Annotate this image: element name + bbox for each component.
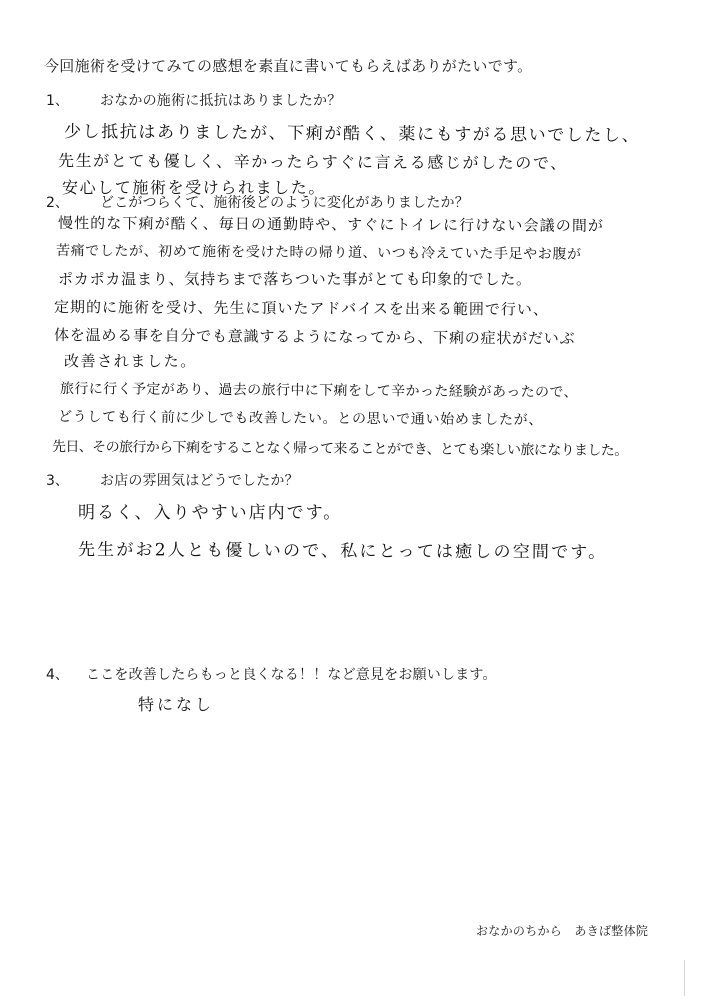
answer-line: 旅行に行く予定があり、過去の旅行中に下痢をして辛かった経験があったので、 [59,381,579,401]
question-text: どこがつらくて、施術後どのように変化がありましたか？ [100,195,469,211]
answer-line: 少し抵抗はありましたが、下痢が酷く、薬にもすがる思いでしたし、 [63,122,641,147]
question-number: 4、 [46,667,69,683]
survey-intro: 今回施術を受けてみての感想を素直に書いてもらえばありがたいです。 [44,57,533,75]
answer-line: 安心して施術を受けられました。 [62,178,327,197]
answer-line: 苦痛でしたが、初めて施術を受けた時の帰り道、いつも冷えていた手足やお腹が [55,243,582,263]
answer-line: ポカポカ温まり、気持ちまで落ちついた事がとても印象的でした。 [58,270,532,288]
answer-line: 慢性的な下痢が酷く、毎日の通勤時や、すぐにトイレに行けない会議の間が [57,214,605,235]
answer-line: 明るく、入りやすい店内です。 [78,503,343,523]
scan-artifact [684,960,685,996]
question-number: 2、 [46,195,69,211]
question-number: 3、 [46,473,69,489]
answer-line: 特になし [138,695,215,714]
question-number: 1、 [46,93,69,109]
answer-line: どうしても行く前に少しでも改善したい。との思いで通い始めましたが、 [57,409,544,429]
answer-line: 体を温める事を自分でも意識するようになってから、下痢の症状がだいぶ [53,326,576,348]
answer-line: 改善されました。 [64,352,197,370]
question-text: お店の雰囲気はどうでしたか？ [100,473,299,489]
clinic-name: おなかのちから あきば整体院 [476,924,649,938]
answer-line: 先日、その旅行から下痢をすることなく帰って来ることができ、とても楽しい旅になりました。 [51,439,628,460]
answer-line: 定期的に施術を受け、先生に頂いたアドバイスを出来る範囲で行い、 [53,298,550,319]
answer-line: 先生がとても優しく、辛かったらすぐに言える感じがしたので、 [57,151,568,173]
question-text: ここを改善したらもっと良くなる！！など意見をお願いします。 [86,667,497,683]
answer-line: 先生がお2人とも優しいので、私にとっては癒しの空間です。 [77,540,608,563]
question-text: おなかの施術に抵抗はありましたか？ [100,93,342,109]
